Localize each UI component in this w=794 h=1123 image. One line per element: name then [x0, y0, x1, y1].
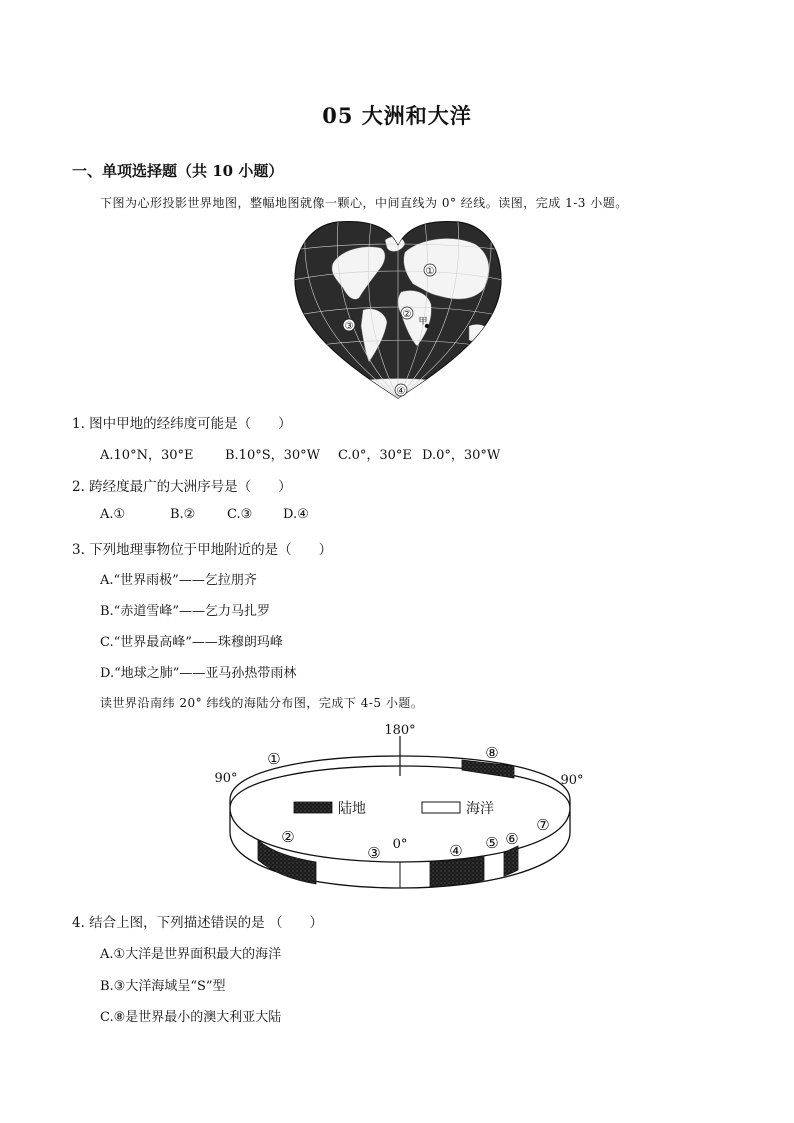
label-0: 0°: [392, 837, 408, 852]
label-180: 180°: [384, 723, 416, 738]
legend-ocean-label: 海洋: [466, 801, 494, 817]
ring-number-3: ③: [367, 844, 381, 862]
legend-land-swatch: [294, 802, 332, 813]
ring-number-1: ①: [267, 750, 281, 768]
ring-number-2: ②: [281, 828, 295, 846]
q3-stem: 3. 下列地理事物位于甲地附近的是（ ）: [72, 542, 333, 558]
q3-option-a: A.“世界雨极”——乞拉朋齐: [100, 573, 257, 588]
ring-number-4: ④: [449, 842, 463, 860]
q1-option-d: D.0°，30°W: [422, 448, 501, 463]
q1-option-c: C.0°，30°E: [338, 448, 412, 463]
q1-option-b: B.10°S，30°W: [225, 448, 321, 463]
ring-number-6: ⑥: [505, 830, 519, 848]
label-90-left: 90°: [214, 771, 238, 786]
map-label-2: ②: [402, 309, 412, 320]
q2-option-d: D.④: [283, 507, 309, 522]
page-title: 05 大洲和大洋: [322, 103, 472, 128]
q3-option-c: C.“世界最高峰”——珠穆朗玛峰: [100, 635, 283, 650]
q3-option-d: D.“地球之肺”——亚马孙热带雨林: [100, 666, 297, 681]
q4-option-b: B.③大洋海域呈“S”型: [100, 979, 226, 994]
intro-text-2: 读世界沿南纬 20° 纬线的海陆分布图，完成下 4-5 小题。: [100, 696, 424, 710]
section-heading: 一、单项选择题（共 10 小题）: [72, 162, 284, 180]
legend-land-label: 陆地: [338, 801, 366, 817]
map-label-4: ④: [396, 386, 406, 397]
q4-option-c: C.⑧是世界最小的澳大利亚大陆: [100, 1010, 282, 1025]
q3-option-b: B.“赤道雪峰”——乞力马扎罗: [100, 604, 270, 619]
ring-number-7: ⑦: [536, 816, 550, 834]
land-segment-8: [462, 760, 514, 778]
q4-option-a: A.①大洋是世界面积最大的海洋: [100, 947, 282, 962]
ring-number-8: ⑧: [485, 744, 499, 762]
q1-option-a: A.10°N，30°E: [100, 448, 194, 463]
map-label-3: ③: [344, 321, 354, 332]
legend-ocean-swatch: [422, 802, 460, 813]
map-label-1: ①: [425, 266, 435, 277]
q2-stem: 2. 跨经度最广的大洲序号是（ ）: [72, 479, 292, 495]
q2-option-a: A.①: [100, 507, 126, 522]
q2-option-b: B.②: [170, 507, 196, 522]
point-jia-label: 甲: [418, 317, 428, 327]
q4-stem: 4. 结合上图，下列描述错误的是 （ ）: [72, 915, 323, 931]
intro-text-1: 下图为心形投影世界地图，整幅地图就像一颗心，中间直线为 0° 经线。读图，完成 1-3 小题。: [100, 196, 628, 210]
label-90-right: 90°: [560, 773, 584, 788]
heart-world-map: [293, 218, 503, 400]
latitude-ring-diagram: [212, 722, 590, 897]
q2-option-c: C.③: [227, 507, 253, 522]
q1-stem: 1. 图中甲地的经纬度可能是（ ）: [72, 416, 292, 432]
land-segment-2: [258, 840, 316, 884]
ring-number-5: ⑤: [485, 834, 499, 852]
